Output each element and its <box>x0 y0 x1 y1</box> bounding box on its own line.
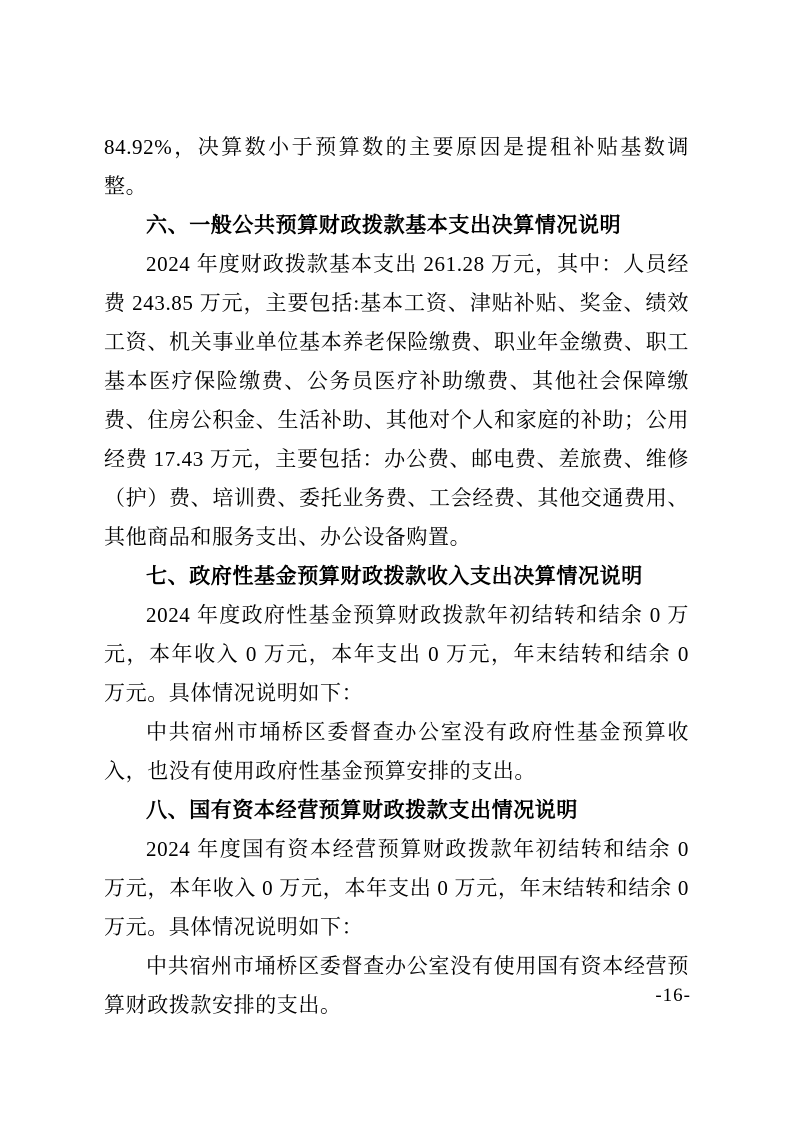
section-7-paragraph-1: 2024 年度政府性基金预算财政拨款年初结转和结余 0 万元，本年收入 0 万元，本年支出 0 万元，年末结转和结余 0 万元。具体情况说明如下： <box>104 603 689 705</box>
document-body <box>104 128 689 1025</box>
section-8-paragraph-1: 2024 年度国有资本经营预算财政拨款年初结转和结余 0 万元，本年收入 0 万元，本年支出 0 万元，年末结转和结余 0 万元。具体情况说明如下： <box>104 837 689 939</box>
page-number: -16- <box>655 985 691 1006</box>
section-heading-8: 八、国有资本经营预算财政拨款支出情况说明 <box>146 799 578 822</box>
section-heading-7: 七、政府性基金预算财政拨款收入支出决算情况说明 <box>146 565 643 588</box>
section-7-paragraph-2: 中共宿州市埇桥区委督查办公室没有政府性基金预算收入，也没有使用政府性基金预算安排的支出。 <box>104 720 689 783</box>
section-heading-6: 六、一般公共预算财政拨款基本支出决算情况说明 <box>146 214 622 237</box>
section-8-paragraph-2: 中共宿州市埇桥区委督查办公室没有使用国有资本经营预算财政拨款安排的支出。 <box>104 954 689 1017</box>
paragraph-continuation: 84.92%，决算数小于预算数的主要原因是提租补贴基数调整。 <box>104 135 689 198</box>
section-6-paragraph: 2024 年度财政拨款基本支出 261.28 万元，其中：人员经费 243.85 万元，主要包括:基本工资、津贴补贴、奖金、绩效工资、机关事业单位基本养老保险缴费、职业年金缴费、职工基本医疗保险缴费、公务员医疗补助缴费、其他社会保障缴费、住房公积金、生活补助、其他对个人和家庭的补助；公用经费 17.43 万元，主要包括：办公费、邮电费、差旅费、维修（护）费、培训费、委托业务费、工会经费、其他交通费用、其他商品和服务支出、办公设备购置。 <box>104 252 689 549</box>
